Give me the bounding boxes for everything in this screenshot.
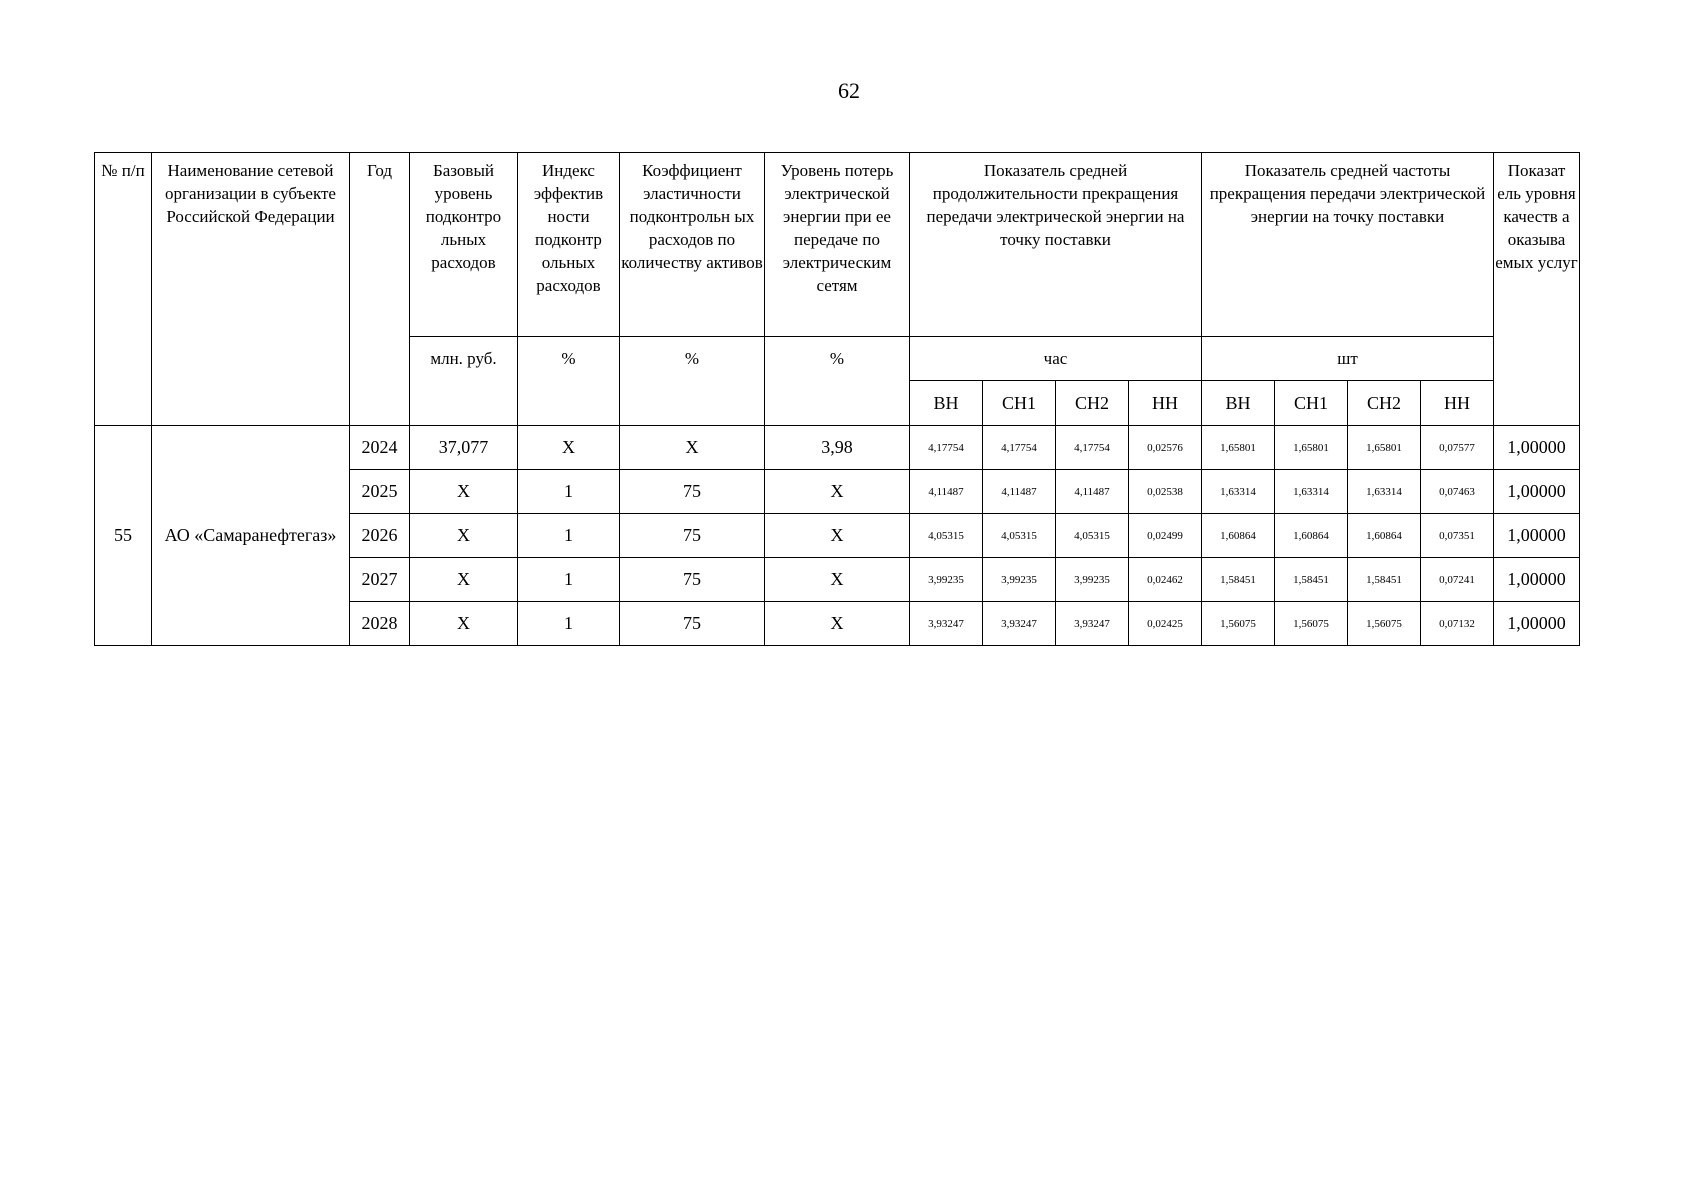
cell-frequency-vn: 1,63314 [1202, 470, 1275, 514]
cell-duration-sn1: 4,05315 [983, 514, 1056, 558]
cell-frequency-sn2: 1,60864 [1348, 514, 1421, 558]
cell-coef: 75 [620, 558, 765, 602]
cell-frequency-sn1: 1,56075 [1275, 602, 1348, 646]
duration-level-sn2: СН2 [1056, 381, 1129, 426]
cell-quality: 1,00000 [1494, 602, 1580, 646]
cell-coef: 75 [620, 514, 765, 558]
header-num: № п/п [95, 153, 152, 426]
cell-duration-vn: 3,99235 [910, 558, 983, 602]
cell-index: 1 [518, 602, 620, 646]
frequency-level-vn: ВН [1202, 381, 1275, 426]
cell-frequency-sn2: 1,63314 [1348, 470, 1421, 514]
cell-loss: 3,98 [765, 426, 910, 470]
tariff-indicators-table [94, 152, 1580, 646]
cell-loss: Х [765, 514, 910, 558]
cell-quality: 1,00000 [1494, 426, 1580, 470]
cell-year: 2025 [350, 470, 410, 514]
cell-duration-vn: 4,11487 [910, 470, 983, 514]
cell-base: Х [410, 470, 518, 514]
cell-frequency-nn: 0,07577 [1421, 426, 1494, 470]
cell-frequency-sn1: 1,60864 [1275, 514, 1348, 558]
cell-frequency-vn: 1,65801 [1202, 426, 1275, 470]
cell-year: 2026 [350, 514, 410, 558]
cell-duration-nn: 0,02425 [1129, 602, 1202, 646]
cell-year: 2027 [350, 558, 410, 602]
page-number: 62 [838, 78, 860, 103]
header-base-costs: Базовый уровень подконтро льных расходов [410, 153, 518, 337]
cell-duration-sn1: 3,99235 [983, 558, 1056, 602]
cell-base: Х [410, 602, 518, 646]
duration-level-nn: НН [1129, 381, 1202, 426]
cell-duration-sn1: 4,17754 [983, 426, 1056, 470]
cell-duration-sn2: 4,05315 [1056, 514, 1129, 558]
cell-duration-nn: 0,02462 [1129, 558, 1202, 602]
cell-duration-vn: 4,17754 [910, 426, 983, 470]
cell-duration-sn2: 4,11487 [1056, 470, 1129, 514]
cell-frequency-nn: 0,07351 [1421, 514, 1494, 558]
cell-base: Х [410, 558, 518, 602]
cell-base: Х [410, 514, 518, 558]
cell-loss: Х [765, 470, 910, 514]
cell-loss: Х [765, 602, 910, 646]
cell-index: 1 [518, 514, 620, 558]
unit-index: % [518, 337, 620, 426]
cell-duration-nn: 0,02538 [1129, 470, 1202, 514]
cell-frequency-nn: 0,07463 [1421, 470, 1494, 514]
cell-frequency-sn2: 1,56075 [1348, 602, 1421, 646]
cell-index: 1 [518, 558, 620, 602]
cell-duration-nn: 0,02499 [1129, 514, 1202, 558]
cell-frequency-nn: 0,07132 [1421, 602, 1494, 646]
unit-coef: % [620, 337, 765, 426]
cell-coef: 75 [620, 470, 765, 514]
cell-quality: 1,00000 [1494, 470, 1580, 514]
cell-frequency-sn1: 1,63314 [1275, 470, 1348, 514]
table-row [95, 426, 1580, 470]
cell-coef: Х [620, 426, 765, 470]
cell-frequency-nn: 0,07241 [1421, 558, 1494, 602]
cell-index: 1 [518, 470, 620, 514]
cell-duration-nn: 0,02576 [1129, 426, 1202, 470]
cell-index: Х [518, 426, 620, 470]
unit-base: млн. руб. [410, 337, 518, 426]
cell-quality: 1,00000 [1494, 558, 1580, 602]
cell-frequency-vn: 1,56075 [1202, 602, 1275, 646]
cell-frequency-sn2: 1,65801 [1348, 426, 1421, 470]
frequency-level-nn: НН [1421, 381, 1494, 426]
cell-quality: 1,00000 [1494, 514, 1580, 558]
cell-frequency-vn: 1,60864 [1202, 514, 1275, 558]
cell-duration-sn1: 4,11487 [983, 470, 1056, 514]
header-elasticity-coef: Коэффициент эластичности подконтрольн ых расходов по количеству активов [620, 153, 765, 337]
cell-coef: 75 [620, 602, 765, 646]
frequency-level-sn2: СН2 [1348, 381, 1421, 426]
header-efficiency-index: Индекс эффектив ности подконтр ольных расходов [518, 153, 620, 337]
cell-duration-sn2: 4,17754 [1056, 426, 1129, 470]
header-org-name: Наименование сетевой организации в субъекте Российской Федерации [152, 153, 350, 426]
cell-frequency-sn2: 1,58451 [1348, 558, 1421, 602]
cell-duration-vn: 4,05315 [910, 514, 983, 558]
unit-loss: % [765, 337, 910, 426]
duration-level-sn1: СН1 [983, 381, 1056, 426]
header-quality-level: Показат ель уровня качеств а оказыва емых услуг [1494, 153, 1580, 426]
cell-year: 2028 [350, 602, 410, 646]
cell-duration-vn: 3,93247 [910, 602, 983, 646]
header-year: Год [350, 153, 410, 426]
unit-frequency: шт [1202, 337, 1494, 381]
header-loss-level: Уровень потерь электрической энергии при ее передаче по электрическим сетям [765, 153, 910, 337]
cell-frequency-sn1: 1,58451 [1275, 558, 1348, 602]
cell-base: 37,077 [410, 426, 518, 470]
entity-num: 55 [95, 426, 152, 646]
cell-duration-sn1: 3,93247 [983, 602, 1056, 646]
cell-frequency-vn: 1,58451 [1202, 558, 1275, 602]
cell-duration-sn2: 3,99235 [1056, 558, 1129, 602]
duration-level-vn: ВН [910, 381, 983, 426]
entity-name: АО «Самаранефтегаз» [152, 426, 350, 646]
header-avg-duration: Показатель средней продолжительности прекращения передачи электрической энергии на точку поставки [910, 153, 1202, 337]
cell-duration-sn2: 3,93247 [1056, 602, 1129, 646]
header-avg-frequency: Показатель средней частоты прекращения передачи электрической энергии на точку поставки [1202, 153, 1494, 337]
unit-duration: час [910, 337, 1202, 381]
frequency-level-sn1: СН1 [1275, 381, 1348, 426]
cell-loss: Х [765, 558, 910, 602]
cell-year: 2024 [350, 426, 410, 470]
cell-frequency-sn1: 1,65801 [1275, 426, 1348, 470]
